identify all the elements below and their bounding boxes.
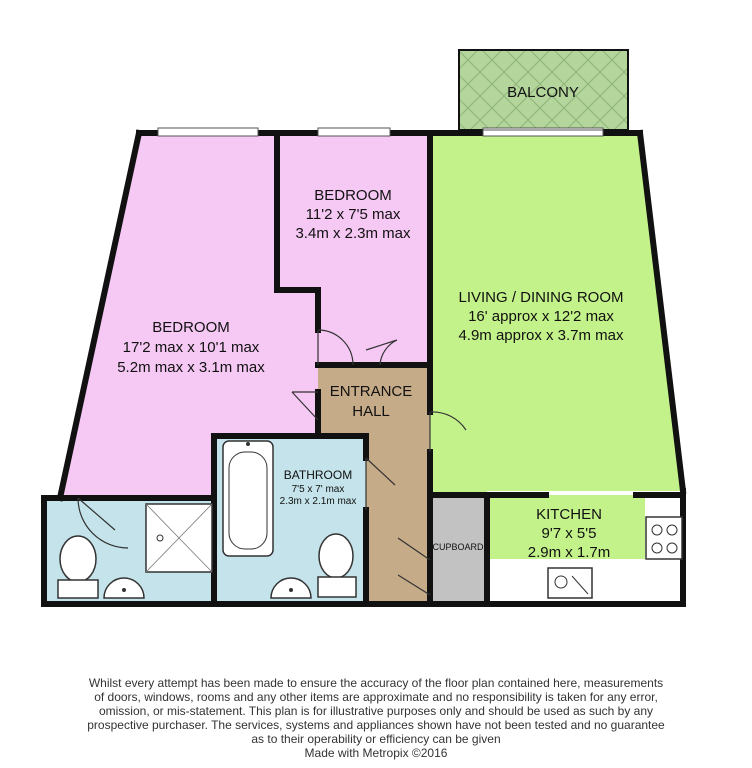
hob: [646, 517, 682, 559]
disclaimer-line: as to their operability or efficiency can be given: [251, 732, 501, 746]
balcony-label: BALCONY: [507, 84, 579, 101]
room-size-imperial: 9'7 x 5'5: [541, 525, 597, 542]
label-cupboard: CUPBOARD: [432, 542, 484, 552]
toilet-bathroom: [318, 534, 356, 597]
room-size-metric: 2.9m x 1.7m: [527, 544, 611, 561]
shower-tray: [146, 504, 212, 572]
disclaimer-line: omission, or mis-statement. This plan is for illustrative purposes only and should be used as such by any: [98, 704, 654, 718]
room-size-imperial: 17'2 max x 10'1 max: [122, 339, 260, 356]
room-size-metric: 3.4m x 2.3m max: [295, 225, 411, 242]
room-size-metric: 4.9m approx x 3.7m max: [458, 327, 624, 344]
room-name: BEDROOM: [152, 319, 230, 336]
metropix-credit: Made with Metropix ©2016: [304, 746, 448, 760]
room-size-metric: 2.3m x 2.1m max: [279, 496, 357, 507]
room-name: LIVING / DINING ROOM: [458, 289, 624, 306]
room-size-imperial: 16' approx x 12'2 max: [468, 308, 614, 325]
disclaimer: [0, 676, 752, 760]
toilet-ensuite: [58, 536, 98, 598]
disclaimer-line: of doors, windows, rooms and any other items are approximate and no responsibility is taken for any error,: [94, 690, 658, 704]
room-name: BATHROOM: [283, 468, 353, 482]
disclaimer-line: prospective purchaser. The services, systems and appliances shown have not been tested and no guarantee: [87, 718, 665, 732]
label-living-room: [458, 289, 624, 344]
room-name: BEDROOM: [314, 187, 392, 204]
room-name: KITCHEN: [536, 506, 602, 523]
room-size-imperial: 11'2 x 7'5 max: [305, 206, 401, 223]
room-name-line1: ENTRANCE: [329, 383, 413, 400]
bath: [223, 441, 273, 556]
room-name-line2: HALL: [352, 403, 390, 420]
room-size-imperial: 7'5 x 7' max: [291, 484, 345, 495]
room-size-metric: 5.2m max x 3.1m max: [117, 359, 265, 376]
disclaimer-line: Whilst every attempt has been made to ensure the accuracy of the floor plan contained here, measurements: [88, 676, 664, 690]
kitchen-sink: [548, 568, 592, 598]
windows: [158, 128, 603, 136]
